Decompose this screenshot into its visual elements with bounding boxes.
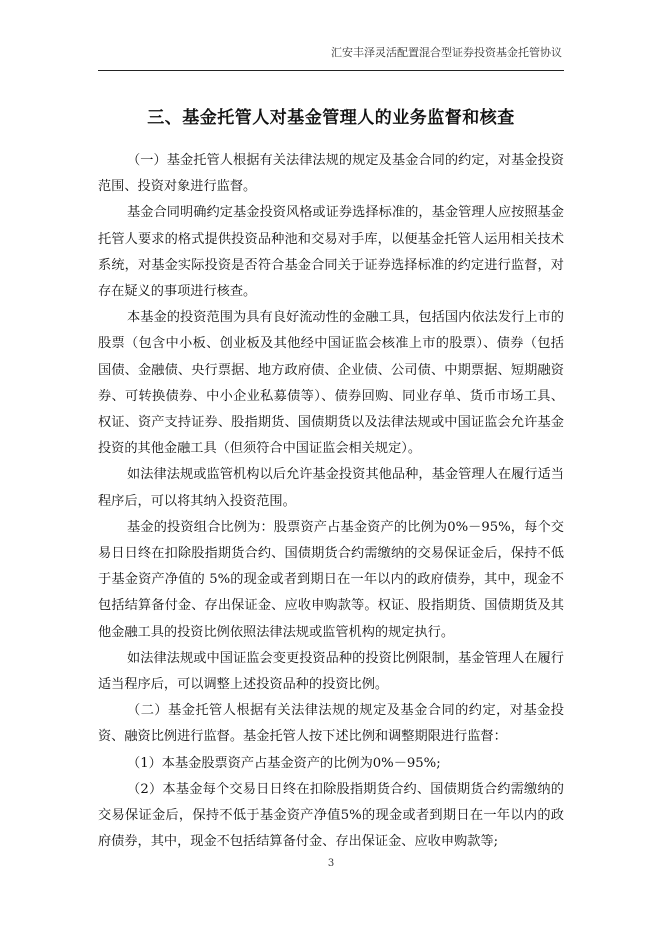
- running-header: 汇安丰泽灵活配置混合型证券投资基金托管协议: [331, 46, 562, 59]
- paragraph-2: 基金合同明确约定基金投资风格或证券选择标准的，基金管理人应按照基金托管人要求的格式提供投资品种池和交易对手库，以便基金托管人运用相关技术系统，对基金实际投资是否符合基金合同关于证券选择标准的约定进行监督，对存在疑义的事项进行核查。: [98, 205, 564, 300]
- paragraph-4: 如法律法规或监管机构以后允许基金投资其他品种，基金管理人在履行适当程序后，可以将其纳入投资范围。: [98, 467, 564, 509]
- paragraph-6: 如法律法规或中国证监会变更投资品种的投资比例限制，基金管理人在履行适当程序后，可以调整上述投资品种的投资比例。: [98, 650, 564, 693]
- paragraph-8: （1）本基金股票资产占基金资产的比例为0%－95%;: [127, 755, 441, 771]
- section-title: 三、基金托管人对基金管理人的业务监督和核查: [147, 108, 515, 128]
- body-text: [98, 148, 564, 855]
- paragraph-3: 本基金的投资范围为具有良好流动性的金融工具，包括国内依法发行上市的股票（包含中小板、创业板及其他经中国证监会核准上市的股票）、债券（包括国债、金融债、央行票据、地方政府债、企业债、公司债、中期票据、短期融资券、可转换债券、中小企业私募债等）、债券回购、同业存单、货币市场工具、权证、资产支持证券、股指期货、国债期货以及法律法规或中国证监会允许基金投资的其他金融工具（但须符合中国证监会相关规定）。: [98, 310, 564, 457]
- paragraph-5: 基金的投资组合比例为：股票资产占基金资产的比例为0%－95%，每个交易日日终在扣除股指期货合约、国债期货合约需缴纳的交易保证金后，保持不低于基金资产净值的 5%的现金或者到期日在一年以内的政府债券，其中，现金不包括结算备付金、存出保证金、应收申购款等。权证、股指期货、国债期货及其他金融工具的投资比例依照法律法规或监管机构的规定执行。: [98, 519, 564, 640]
- paragraph-1: （一）基金托管人根据有关法律法规的规定及基金合同的约定，对基金投资范围、投资对象进行监督。: [98, 153, 564, 195]
- header-divider: [98, 70, 564, 71]
- paragraph-9: （2）本基金每个交易日日终在扣除股指期货合约、国债期货合约需缴纳的交易保证金后，保持不低于基金资产净值5%的现金或者到期日在一年以内的政府债券，其中，现金不包括结算备付金、存出保证金、应收申购款等;: [98, 781, 564, 850]
- paragraph-7: （二）基金托管人根据有关法律法规的规定及基金合同的约定，对基金投资、融资比例进行监督。基金托管人按下述比例和调整期限进行监督：: [98, 703, 564, 745]
- page-number: 3: [327, 858, 335, 869]
